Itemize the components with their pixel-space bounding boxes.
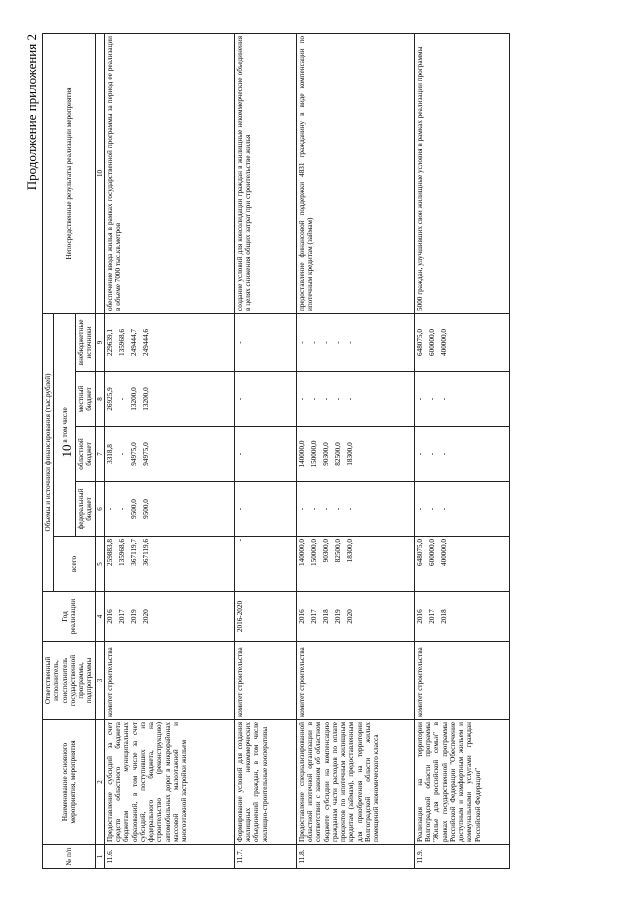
row-offbudget-value: 229639,1	[105, 329, 114, 356]
row-regional	[296, 427, 414, 482]
row-regional-value: -	[415, 452, 424, 456]
row-local-value: 13200,0	[141, 387, 150, 411]
row-years	[234, 592, 296, 642]
row-total-value: 90300,0	[321, 539, 330, 563]
header-offbudget: внебюджетные источники	[76, 313, 96, 371]
row-years-value: 2018	[321, 609, 330, 624]
row-regional-value: -	[235, 452, 244, 456]
row-total-value: 140000,0	[297, 539, 306, 566]
row-years-value: 2016	[415, 609, 424, 624]
row-federal-value: -	[439, 507, 448, 511]
row-num: 11.6.	[104, 845, 234, 869]
row-years-value: 2020	[345, 609, 354, 624]
row-total	[104, 537, 234, 592]
row-total-value: -	[235, 539, 244, 542]
row-regional	[234, 427, 296, 482]
row-local-value: -	[439, 397, 448, 401]
row-offbudget-value: -	[297, 341, 306, 344]
row-regional	[104, 427, 234, 482]
col-number: 7	[95, 427, 104, 482]
row-regional	[414, 427, 509, 482]
row-local-value: -	[321, 397, 330, 401]
col-number: 6	[95, 482, 104, 537]
col-number: 8	[95, 372, 104, 427]
row-offbudget-value: 600000,0	[427, 329, 436, 356]
row-total-value: 367119,6	[141, 539, 150, 566]
column-number-row	[95, 33, 104, 868]
row-years-value: 2020	[141, 609, 150, 624]
row-regional-value: 18300,0	[345, 442, 354, 466]
row-total-value: 150000,0	[309, 539, 318, 566]
row-years-value: 2016-2020	[235, 600, 244, 633]
row-results: 5000 граждан, улучшивших свои жилищные условия в рамках реализации программы	[414, 33, 509, 313]
row-federal-value: -	[415, 507, 424, 511]
row-offbudget-value: 400000,0	[439, 329, 448, 356]
row-total-value: 82500,0	[333, 539, 342, 563]
row-total	[234, 537, 296, 592]
row-offbudget-value: 249444,6	[141, 329, 150, 356]
row-offbudget-value: -	[235, 341, 244, 344]
header-federal: федеральный бюджет	[76, 482, 96, 537]
row-results: предоставление финансовой поддержки 4831 гражданину в виде компенсации по ипотечным кредитам (займам)	[296, 33, 414, 313]
row-federal-value: 9500,0	[129, 499, 138, 519]
row-executor: комитет строительства	[234, 642, 296, 720]
row-years	[414, 592, 509, 642]
col-number: 2	[95, 720, 104, 845]
table-row	[234, 33, 296, 868]
row-total-value: 600000,0	[427, 539, 436, 566]
row-offbudget	[104, 313, 234, 371]
row-local-value: 26925,9	[105, 387, 114, 411]
table-row	[296, 33, 414, 868]
row-name: Предоставление специализированной областной ипотечной организации в соответствии с законом об областном бюджете субсидии на компенсацию гражданам части расходов по оплате процентов по ипотечным жилищным кредитам (займам), предоставленным для приобретения на территории Волгоградской области жилых помещений экономического класса	[296, 720, 414, 845]
header-results: Непосредственные результаты реализации мероприятия	[43, 33, 96, 313]
row-local	[104, 372, 234, 427]
row-total-value: 400000,0	[439, 539, 448, 566]
row-local	[414, 372, 509, 427]
row-name: Предоставление субсидий за счет средств областного бюджета бюджетам муниципальных образований, в том числе за счет субсидий, поступивших из федерального бюджета, на строительство (реконструкцию) автомобильных дорог в микрорайонах массовой малоэтажной и многоэтажной застройки жильем	[104, 720, 234, 845]
row-regional-value: 94975,0	[141, 442, 150, 466]
row-local	[296, 372, 414, 427]
col-number: 4	[95, 592, 104, 642]
header-row-1	[43, 33, 54, 868]
row-offbudget-value: -	[321, 341, 330, 344]
col-number: 3	[95, 642, 104, 720]
row-years-value: 2019	[333, 609, 342, 624]
row-results: создание условий для консолидации граждан в жилищные некоммерческие объединения в целях снижения общих затрат при строительстве жилья	[234, 33, 296, 313]
row-offbudget	[234, 313, 296, 371]
row-years	[104, 592, 234, 642]
header-year: Год реализации	[43, 592, 96, 642]
row-regional-value: 150000,0	[309, 440, 318, 468]
row-federal-value: -	[345, 507, 354, 511]
row-years-value: 2018	[439, 609, 448, 624]
table-row	[414, 33, 509, 868]
row-local-value: -	[427, 397, 436, 401]
header-executor: Ответственный исполнитель, соисполнитель государственной программы, подпрограммы	[43, 642, 96, 720]
row-federal-value: 9500,0	[141, 499, 150, 519]
row-executor: комитет строительства	[104, 642, 234, 720]
row-local	[234, 372, 296, 427]
row-years-value: 2019	[129, 609, 138, 624]
row-local-value: -	[309, 397, 318, 401]
row-federal-value: -	[105, 507, 114, 511]
row-years-value: 2017	[427, 609, 436, 624]
header-funding: Объемы и источники финансирования (тыс.рублей)	[43, 313, 54, 591]
row-total-value: 367119,7	[129, 539, 138, 566]
row-num: 11.7.	[234, 845, 296, 869]
row-years-value: 2016	[297, 609, 306, 624]
page-number: 10	[59, 444, 74, 458]
row-offbudget-value: -	[345, 341, 354, 344]
row-federal	[296, 482, 414, 537]
row-offbudget-value: -	[333, 341, 342, 344]
row-local-value: -	[333, 397, 342, 401]
row-regional-value: -	[427, 452, 436, 456]
row-regional-value: 140000,0	[297, 440, 306, 468]
row-federal-value: -	[297, 507, 306, 511]
row-federal	[234, 482, 296, 537]
row-federal	[104, 482, 234, 537]
row-name: Формирование условий для создания жилищных некоммерческих объединений граждан, в том числе жилищно-строительные кооперативы	[234, 720, 296, 845]
row-regional-value: 90300,0	[321, 442, 330, 466]
row-years	[296, 592, 414, 642]
row-offbudget-value: 249444,7	[129, 329, 138, 356]
row-total	[414, 537, 509, 592]
row-years-value: 2016	[105, 609, 114, 624]
continuation-label: Продолжение приложения 2	[24, 34, 39, 191]
row-total-value: 18300,0	[345, 539, 354, 563]
row-local-value: -	[235, 397, 244, 401]
row-years-value: 2017	[309, 609, 318, 624]
row-federal-value: -	[333, 507, 342, 511]
row-years-value: 2017	[117, 609, 126, 624]
row-executor: комитет строительства	[414, 642, 509, 720]
row-local-value: 13200,0	[129, 387, 138, 411]
row-offbudget-value: -	[309, 341, 318, 344]
row-federal-value: -	[321, 507, 330, 511]
row-federal-value: -	[117, 507, 126, 511]
row-num: 11.9.	[414, 845, 509, 869]
row-local-value: -	[297, 397, 306, 401]
row-num: 11.8.	[296, 845, 414, 869]
header-local: местный бюджет	[76, 372, 96, 427]
row-regional-value: 94975,0	[129, 442, 138, 466]
row-total-value: 648075,0	[415, 539, 424, 566]
row-federal-value: -	[427, 507, 436, 511]
row-results: обеспечение ввода жилья в рамках государственной программы за период ее реализации в объеме 7000 тыс.кв.метров	[104, 33, 234, 313]
row-local-value: -	[345, 397, 354, 401]
row-offbudget	[414, 313, 509, 371]
col-number: 5	[95, 537, 104, 592]
row-offbudget	[296, 313, 414, 371]
col-number: 9	[95, 313, 104, 371]
header-num: № п/п	[43, 845, 96, 869]
row-local-value: -	[415, 397, 424, 401]
col-number: 10	[95, 33, 104, 313]
row-offbudget-value: 135968,6	[117, 329, 126, 356]
row-local-value: -	[117, 397, 126, 401]
funding-table	[42, 33, 510, 869]
header-including: в том числе	[54, 313, 76, 536]
row-regional-value: 82500,0	[333, 442, 342, 466]
row-federal-value: -	[309, 507, 318, 511]
row-regional-value: 3318,8	[105, 444, 114, 464]
row-federal	[414, 482, 509, 537]
row-total	[296, 537, 414, 592]
row-total-value: 259883,8	[105, 539, 114, 566]
row-executor: комитет строительства	[296, 642, 414, 720]
header-regional: областной бюджет	[76, 427, 96, 482]
header-name: Наименование основного мероприятия, мероприятия	[43, 720, 96, 845]
row-federal-value: -	[235, 507, 244, 511]
header-total: всего	[54, 537, 95, 592]
row-regional-value: -	[117, 452, 126, 456]
col-number: 1	[95, 845, 104, 869]
row-offbudget-value: 648075,0	[415, 329, 424, 356]
row-total-value: 135968,6	[117, 539, 126, 566]
row-name: Реализация на территории Волгоградской области программы "Жилье для российской семьи" в рамках государственной программы Российской Федерации "Обеспечение доступным и комфортным жильем и коммунальными услугами граждан Российской Федерации"	[414, 720, 509, 845]
table-row	[104, 33, 234, 868]
row-regional-value: -	[439, 452, 448, 456]
